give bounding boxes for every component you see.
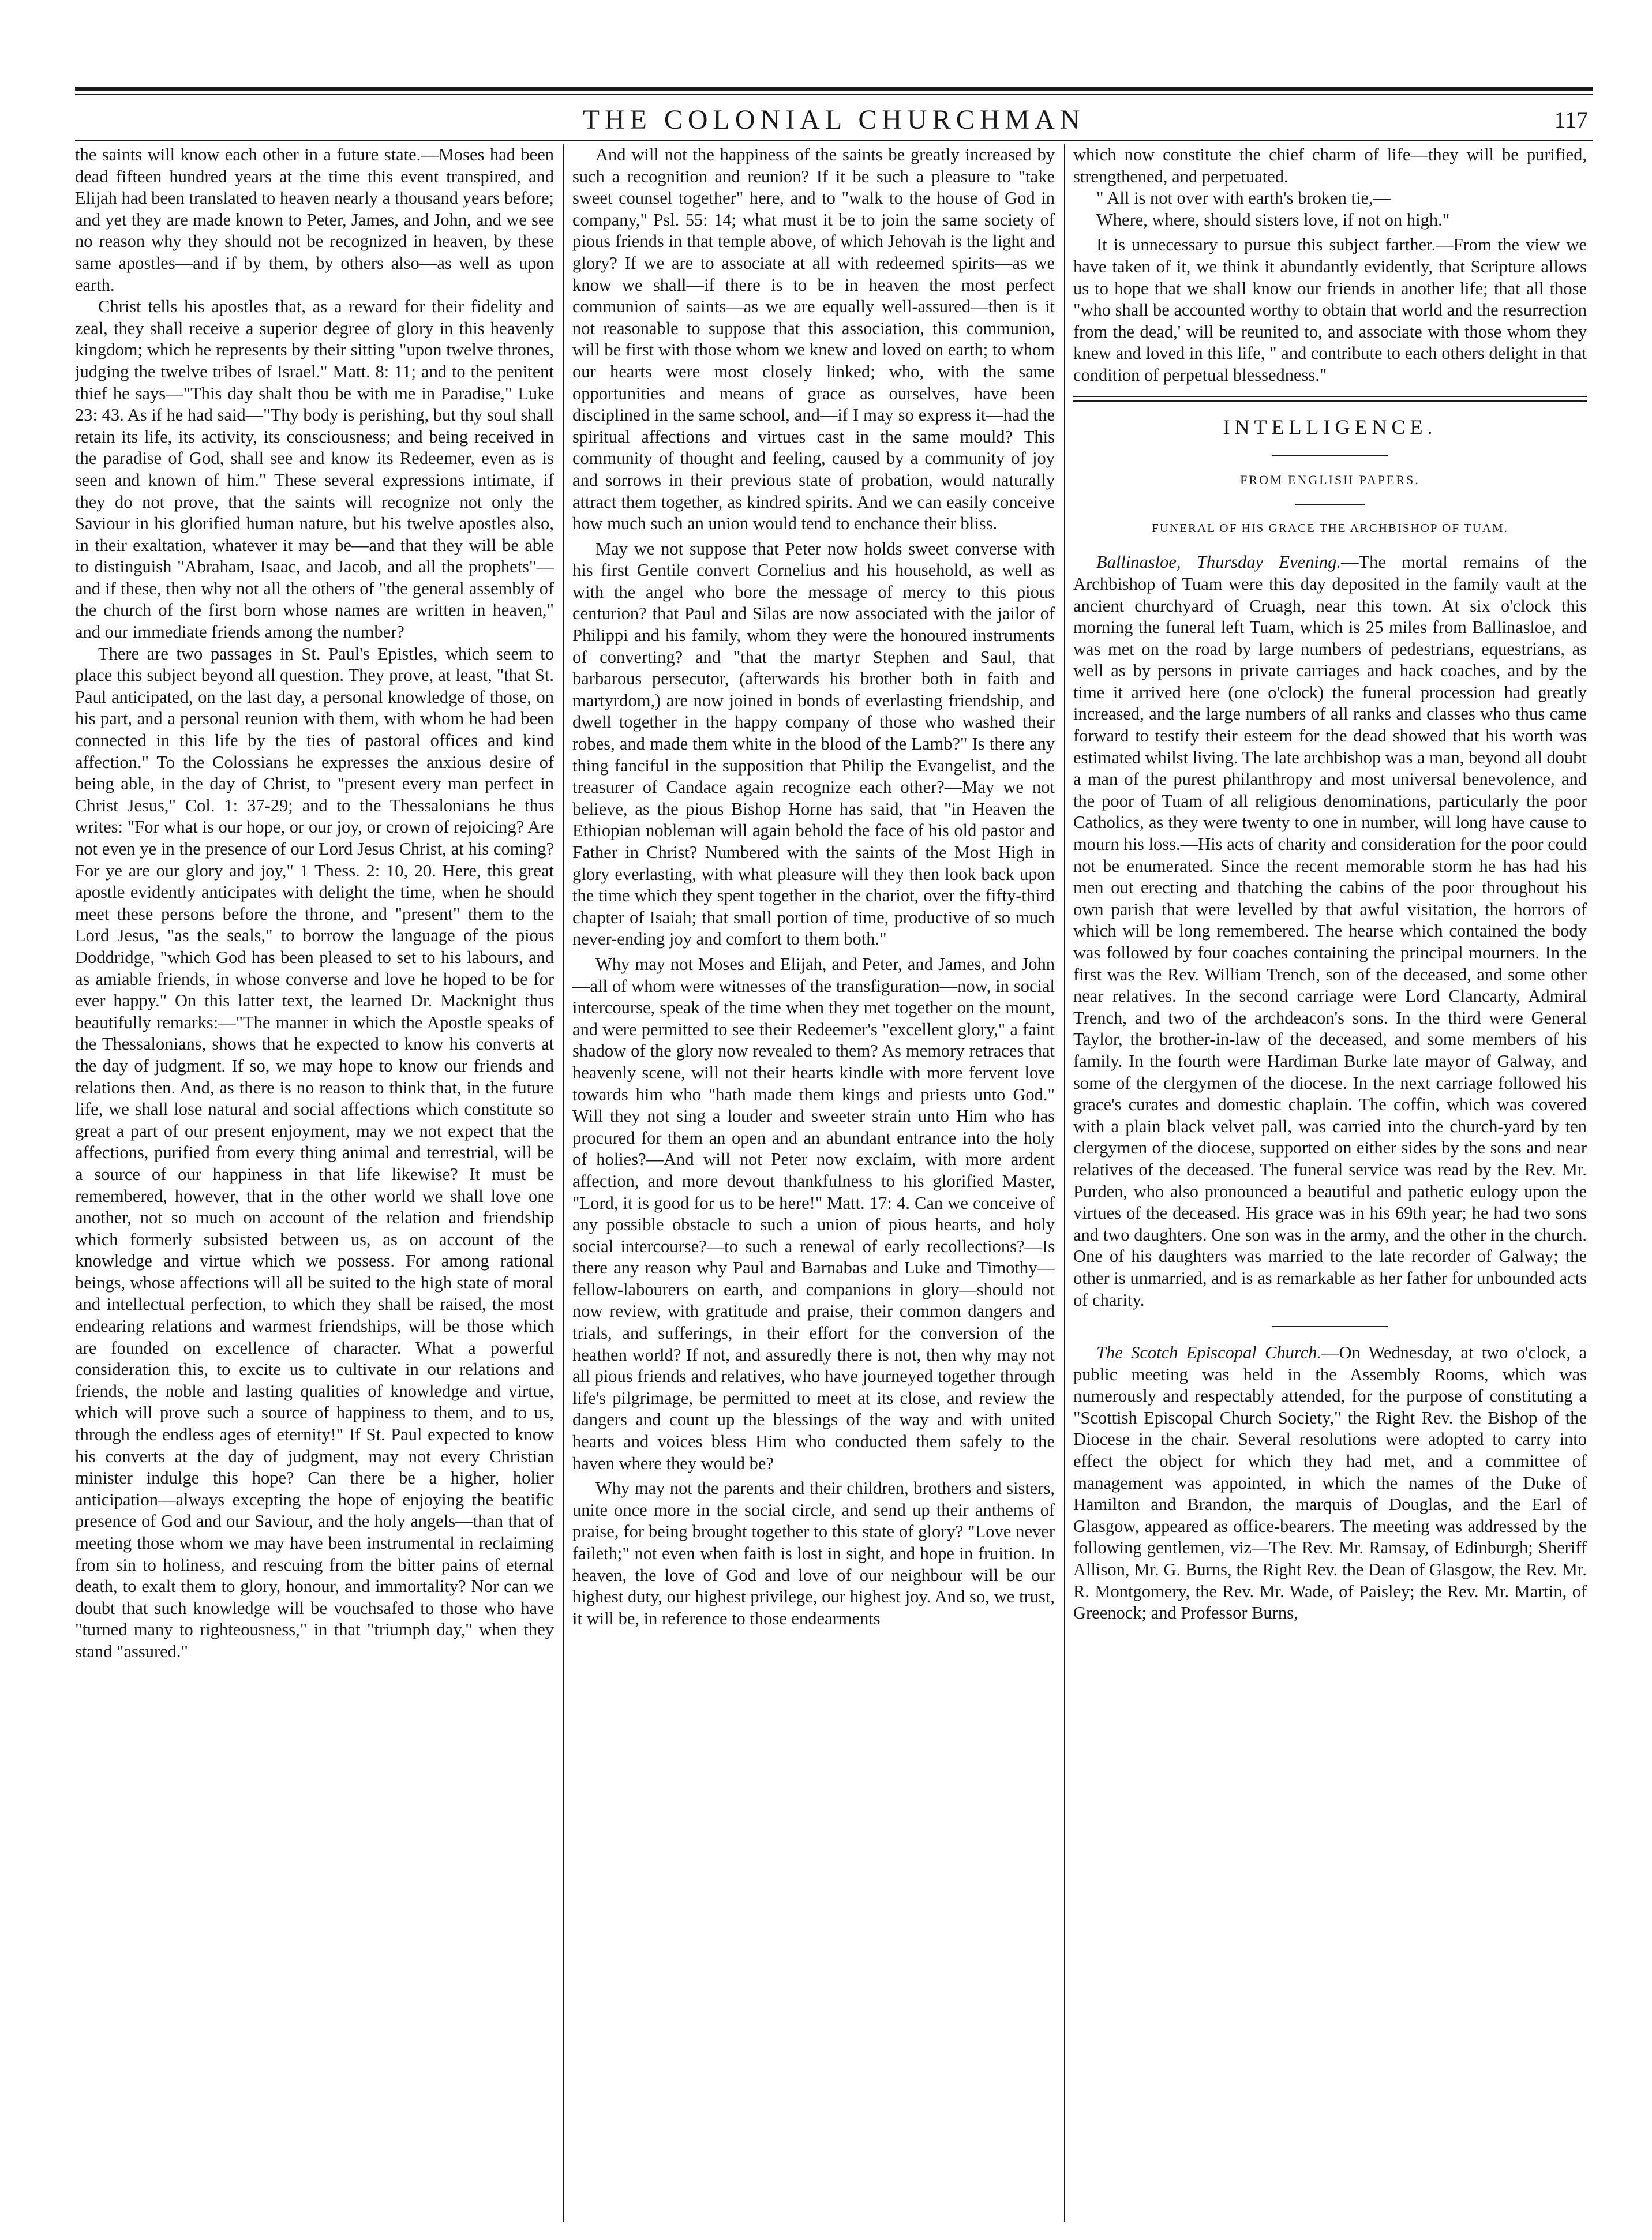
article-dateline: Ballinasloe, Thursday Evening.	[1096, 552, 1341, 572]
short-divider	[1272, 1326, 1388, 1327]
verse-line: Where, where, should sisters love, if not on high."	[1096, 209, 1450, 230]
newspaper-title: THE COLONIAL CHURCHMAN	[582, 104, 1085, 135]
top-rule-thick	[75, 87, 1593, 91]
article-columns	[75, 144, 1593, 2222]
column-divider	[1064, 144, 1065, 2222]
paragraph: May we not suppose that Peter now holds sweet converse with his first Gentile convert Cornelius and his household, as well as with the angel who bore the message of mercy to this pious centurion? that Paul and Silas are now associated with the jailor of Philippi and his family, whom they were the honoured instruments of converting? and "that the martyr Stephen and Saul, that barbarous persecutor, (afterwards his brother both in faith and martyrdom,) are now joined in bonds of everlasting friendship, and dwell together in the happy company of those who washed their robes, and made them white in the blood of the Lamb?" Is there any thing fanciful in the supposition that Philip the Evangelist, and the treasurer of Candace again recognize each other?—May we not believe, as the pious Bishop Horne has said, that "in Heaven the Ethiopian nobleman will again behold the face of his old pastor and Father in Christ? Numbered with the saints of the Most High in glory everlasting, with what pleasure will they then look back upon the time which they spent together in the chariot, over the fifty-third chapter of Isaiah; that small portion of time, productive of so much never-ending joy and comfort to them both."	[572, 538, 1055, 949]
source-line: FROM ENGLISH PAPERS.	[1240, 473, 1420, 488]
article-body: —The mortal remains of the Archbishop of Tuam were this day deposited in the family vault at the ancient churchyard of Cruagh, near this town. At six o'clock this morning the funeral left Tuam, which is 25 miles from Ballinasloe, and was met on the road by large numbers of pedestrians, equestrians, as well as by persons in private carriages and hack coaches, and by the time it arrived here (one o'clock) the funeral procession had greatly increased, and the large numbers of all ranks and classes who thus came forward to testify their esteem for the dead showed that his worth was estimated whilst living. The late archbishop was a man, beyond all doubt a man of the purest philanthropy and most universal benevolence, and the poor of Tuam of all religious denominations, particularly the poor Catholics, as they were twenty to one in number, will long have cause to mourn his loss.—His acts of charity and consideration for the poor could not be enumerated. Since the recent memorable storm he has had his men out erecting and thatching the cabins of the poor throughout his own parish that were levelled by that awful visitation, the horrors of which will be long remembered. The hearse which contained the body was followed by four coaches containing the principal mourners. In the first was the Rev. William Trench, son of the deceased, and some other near relatives. In the second carriage were Lord Clancarty, Admiral Trench, and two of the archdeacon's sons. In the third were General Taylor, the brother-in-law of the deceased, and some members of his family. In the fourth were Hardiman Burke late mayor of Galway, and some of the clergymen of the diocese. In the next carriage followed his grace's curates and domestic chaplain. The coffin, which was covered with a plain black velvet pall, was carried into the church-yard by ten clergymen of the diocese, supported on either sides by the sons and near relatives of the deceased. The funeral service was read by the Rev. Mr. Purden, who also pronounced a beautiful and pathetic eulogy upon the virtues of the deceased. His grace was in his 69th year; he had two sons and two daughters. One son was in the army, and the other in the church. One of his daughters was married to the late recorder of Galway; the other is unmarried, and is as remarkable as her father for unbounded acts of charity.	[1073, 552, 1587, 1310]
section-divider	[1073, 396, 1587, 402]
paragraph: Why may not the parents and their children, brothers and sisters, unite once more in the social circle, and send up their anthems of praise, for being brought together to this state of glory? "Love never faileth;" not even when faith is lost in sight, and hope in fruition. In heaven, the love of God and love of our neighbour will be our highest duty, our highest privilege, our highest joy. And so, we trust, it will be, in reference to those endearments	[572, 1478, 1055, 1628]
article-title: FUNERAL OF HIS GRACE THE ARCHBISHOP OF TUAM.	[1152, 520, 1508, 535]
column-2	[572, 144, 1055, 2222]
column-1	[75, 144, 554, 2222]
paragraph: which now constitute the chief charm of life—they will be purified, strengthened, and perpetuated.	[1073, 145, 1587, 186]
header-bottom-rule	[75, 140, 1593, 141]
article-paragraph	[1073, 1342, 1587, 1624]
article-body: —On Wednesday, at two o'clock, a public meeting was held in the Assembly Rooms, which was numerously and respectably attended, for the purpose of constituting a "Scottish Episcopal Church Society," the Right Rev. the Bishop of the Diocese in the chair. Several resolutions were adopted to carry into effect the object for which they had met, and a committee of management was appointed, in which the names of the Duke of Hamilton and Brandon, the marquis of Douglas, and the Earl of Glasgow, appeared as office-bearers. The meeting was addressed by the following gentlemen, viz—The Rev. Mr. Ramsay, of Edinburgh; Sheriff Allison, Mr. G. Burns, the Right Rev. the Dean of Glasgow, the Rev. Mr. R. Montgomery, the Rev. Mr. Wade, of Paisley; the Rev. Mr. Martin, of Greenock; and Professor Burns,	[1073, 1343, 1587, 1623]
article-lead: The Scotch Episcopal Church.	[1096, 1343, 1321, 1363]
short-divider	[1295, 504, 1365, 505]
column-3	[1073, 144, 1587, 2222]
paragraph: There are two passages in St. Paul's Epistles, which seem to place this subject beyond all question. They prove, at least, "that St. Paul anticipated, on the last day, a personal knowledge of those, on his part, and a personal reunion with them, with whom he had been connected in this life by the ties of pastoral offices and kind affection." To the Colossians he expresses the anxious desire of being able, in the day of Christ, to "present every man perfect in Christ Jesus," Col. 1: 37-29; and to the Thessalonians he thus writes: "For what is our hope, or our joy, or crown of rejoicing? Are not even ye in the presence of our Lord Jesus Christ, at his coming? For ye are our glory and joy," 1 Thess. 2: 10, 20. Here, this great apostle evidently anticipates with delight the time, when he should meet these persons before the throne, and "present" them to the Lord Jesus, "as the seals," to borrow the language of the pious Doddridge, "which God has been pleased to set to his labours, and as amiable friends, in whose converse and love he hoped to be for ever happy." On this latter text, the learned Dr. Macknight thus beautifully remarks:—"The manner in which the Apostle speaks of the Thessalonians, shows that he expected to know his converts at the day of judgment. If so, we may hope to know our friends and relations then. And, as there is no reason to think that, in the future life, we shall lose natural and social affections which constitute so great a part of our present enjoyment, may we not expect that the affections, purified from every thing animal and terrestrial, will be a source of our happiness in that life likewise? It must be remembered, however, that in the other world we shall love one another, not so much on account of the relation and friendship which formerly subsisted between us, as on account of the knowledge and virtue which we possess. For among rational beings, whose affections will all be suited to the high state of moral and intellectual perfection, to which they shall be raised, the most endearing relations and warmest friendships, will be those which are founded on excellence of character. What a powerful consideration this, to excite us to cultivate in our relations and friends, the noble and lasting qualities of knowledge and virtue, which will prove such a source of happiness to them, and to us, through the endless ages of eternity!" If St. Paul expected to know his converts at the day of judgment, may not every Christian minister indulge this hope? Can there be a higher, holier anticipation—always excepting the hope of enjoying the beatific presence of God and our Saviour, and the holy angels—than that of meeting those whom we may have been instrumental in reclaiming from sin to holiness, and rescuing from the bitter pains of eternal death, to exalt them to glory, honour, and immortality? Nor can we doubt that such knowledge will be vouchsafed to those who have "turned many to righteousness," in that "triumph day," when they stand "assured."	[75, 643, 554, 1661]
paragraph: It is unnecessary to pursue this subject farther.—From the view we have taken of it, we think it abundantly evidently, that Scripture allows us to hope that we shall know our friends in another life; that all those "who shall be accounted worthy to obtain that world and the resurrection from the dead,' will be reunited to, and associate with those whom they knew and loved in this life, " and contribute to each others delight in that condition of perpetual blessedness."	[1073, 235, 1587, 385]
paragraph: Why may not Moses and Elijah, and Peter, and James, and John—all of whom were witnesses of the transfiguration—now, in social intercourse, speak of the time when they met together on the mount, and were permitted to see their Redeemer's "excellent glory," a faint shadow of the glory now revealed to them? As memory retraces that heavenly scene, will not their hearts kindle with more fervent love towards him who "hath made them kings and priests unto God." Will they not sing a louder and sweeter strain unto Him who has procured for them an open and an abundant entrance into the holy of holies?—And will not Peter now exclaim, with more ardent affection, and more devout thankfulness to his glorified Master, "Lord, it is good for us to be here!" Matt. 17: 4. Can we conceive of any possible obstacle to such a union of pious hearts, and holy social intercourse?—to such a renewal of early recollections?—Is there any reason why Paul and Barnabas and Luke and Timothy—fellow-labourers on earth, and companions in glory—should not now review, with gratitude and praise, their common dangers and trials, and sufferings, in their effort for the conversion of the heathen world? If not, and assuredly there is not, then why may not all pious friends and relatives, who have journeyed together through life's pilgrimage, be permitted to meet at its close, and review the dangers and count up the blessings of the way and with united hearts and voices bless Him who conducted them safely to the haven where they would be?	[572, 954, 1055, 1473]
section-title: INTELLIGENCE.	[1223, 415, 1437, 439]
paragraph: And will not the happiness of the saints be greatly increased by such a recognition and reunion? If it be such a pleasure to "take sweet counsel together" here, and to "walk to the house of God in company," Psl. 55: 14; what must it be to join the same society of pious friends in that temple above, of which Jehovah is the light and glory? If we are to associate at all with redeemed spirits—as we know we shall—if there is to be in heaven the most perfect communion of saints—as we are equally well-assured—then is it not reasonable to suppose that this association, this communion, will be first with those whom we knew and loved on earth; to whom our hearts were most closely linked; who, with the same opportunities and means of grace as ourselves, have been disciplined in the same school, and—if I may so express it—had the spiritual affections and virtues cast in the same mould? This community of thought and feeling, caused by a community of joy and sorrows in their previous state of probation, would naturally attract them together, as kindred spirits. And we can easily conceive how much such an union would tend to enchance their bliss.	[572, 145, 1055, 534]
short-divider	[1272, 455, 1388, 456]
verse-line: " All is not over with earth's broken tie,—	[1096, 188, 1391, 208]
top-rule-thin	[75, 94, 1593, 95]
page-number: 117	[1554, 107, 1588, 133]
paragraph: Christ tells his apostles that, as a reward for their fidelity and zeal, they shall receive a superior degree of glory in this heavenly kingdom; which he represents by their sitting "upon twelve thrones, judging the twelve tribes of Israel." Matt. 8: 11; and to the penitent thief he says—"This day shalt thou be with me in Paradise," Luke 23: 43. As if he had said—"Thy body is perishing, but thy soul shall retain its life, its activity, its consciousness; and being received in the paradise of God, shall see and know its Redeemer, even as is seen and known of him." These several expressions intimate, if they do not prove, that the saints will recognize not only the Saviour in his glorified human nature, but his twelve apostles also, in their exaltation, whatever it may be—and that they will be able to distinguish "Abraham, Isaac, and Jacob, and all the prophets"—and if these, then why not all the others of "the general assembly of the church of the first born whose names are written in heaven," and our immediate friends among the number?	[75, 297, 554, 642]
article-paragraph	[1073, 552, 1587, 1311]
newspaper-page	[75, 87, 1593, 2222]
masthead	[75, 103, 1593, 137]
paragraph: the saints will know each other in a future state.—Moses had been dead fifteen hundred years at the time this event transpired, and Elijah had been translated to heaven nearly a thousand years before; and yet they are made known to Peter, James, and John, and we see no reason why they should not be recognized in heaven, by these same apostles—and if by them, by others also—as well as upon earth.	[75, 145, 554, 295]
column-divider	[563, 144, 564, 2222]
